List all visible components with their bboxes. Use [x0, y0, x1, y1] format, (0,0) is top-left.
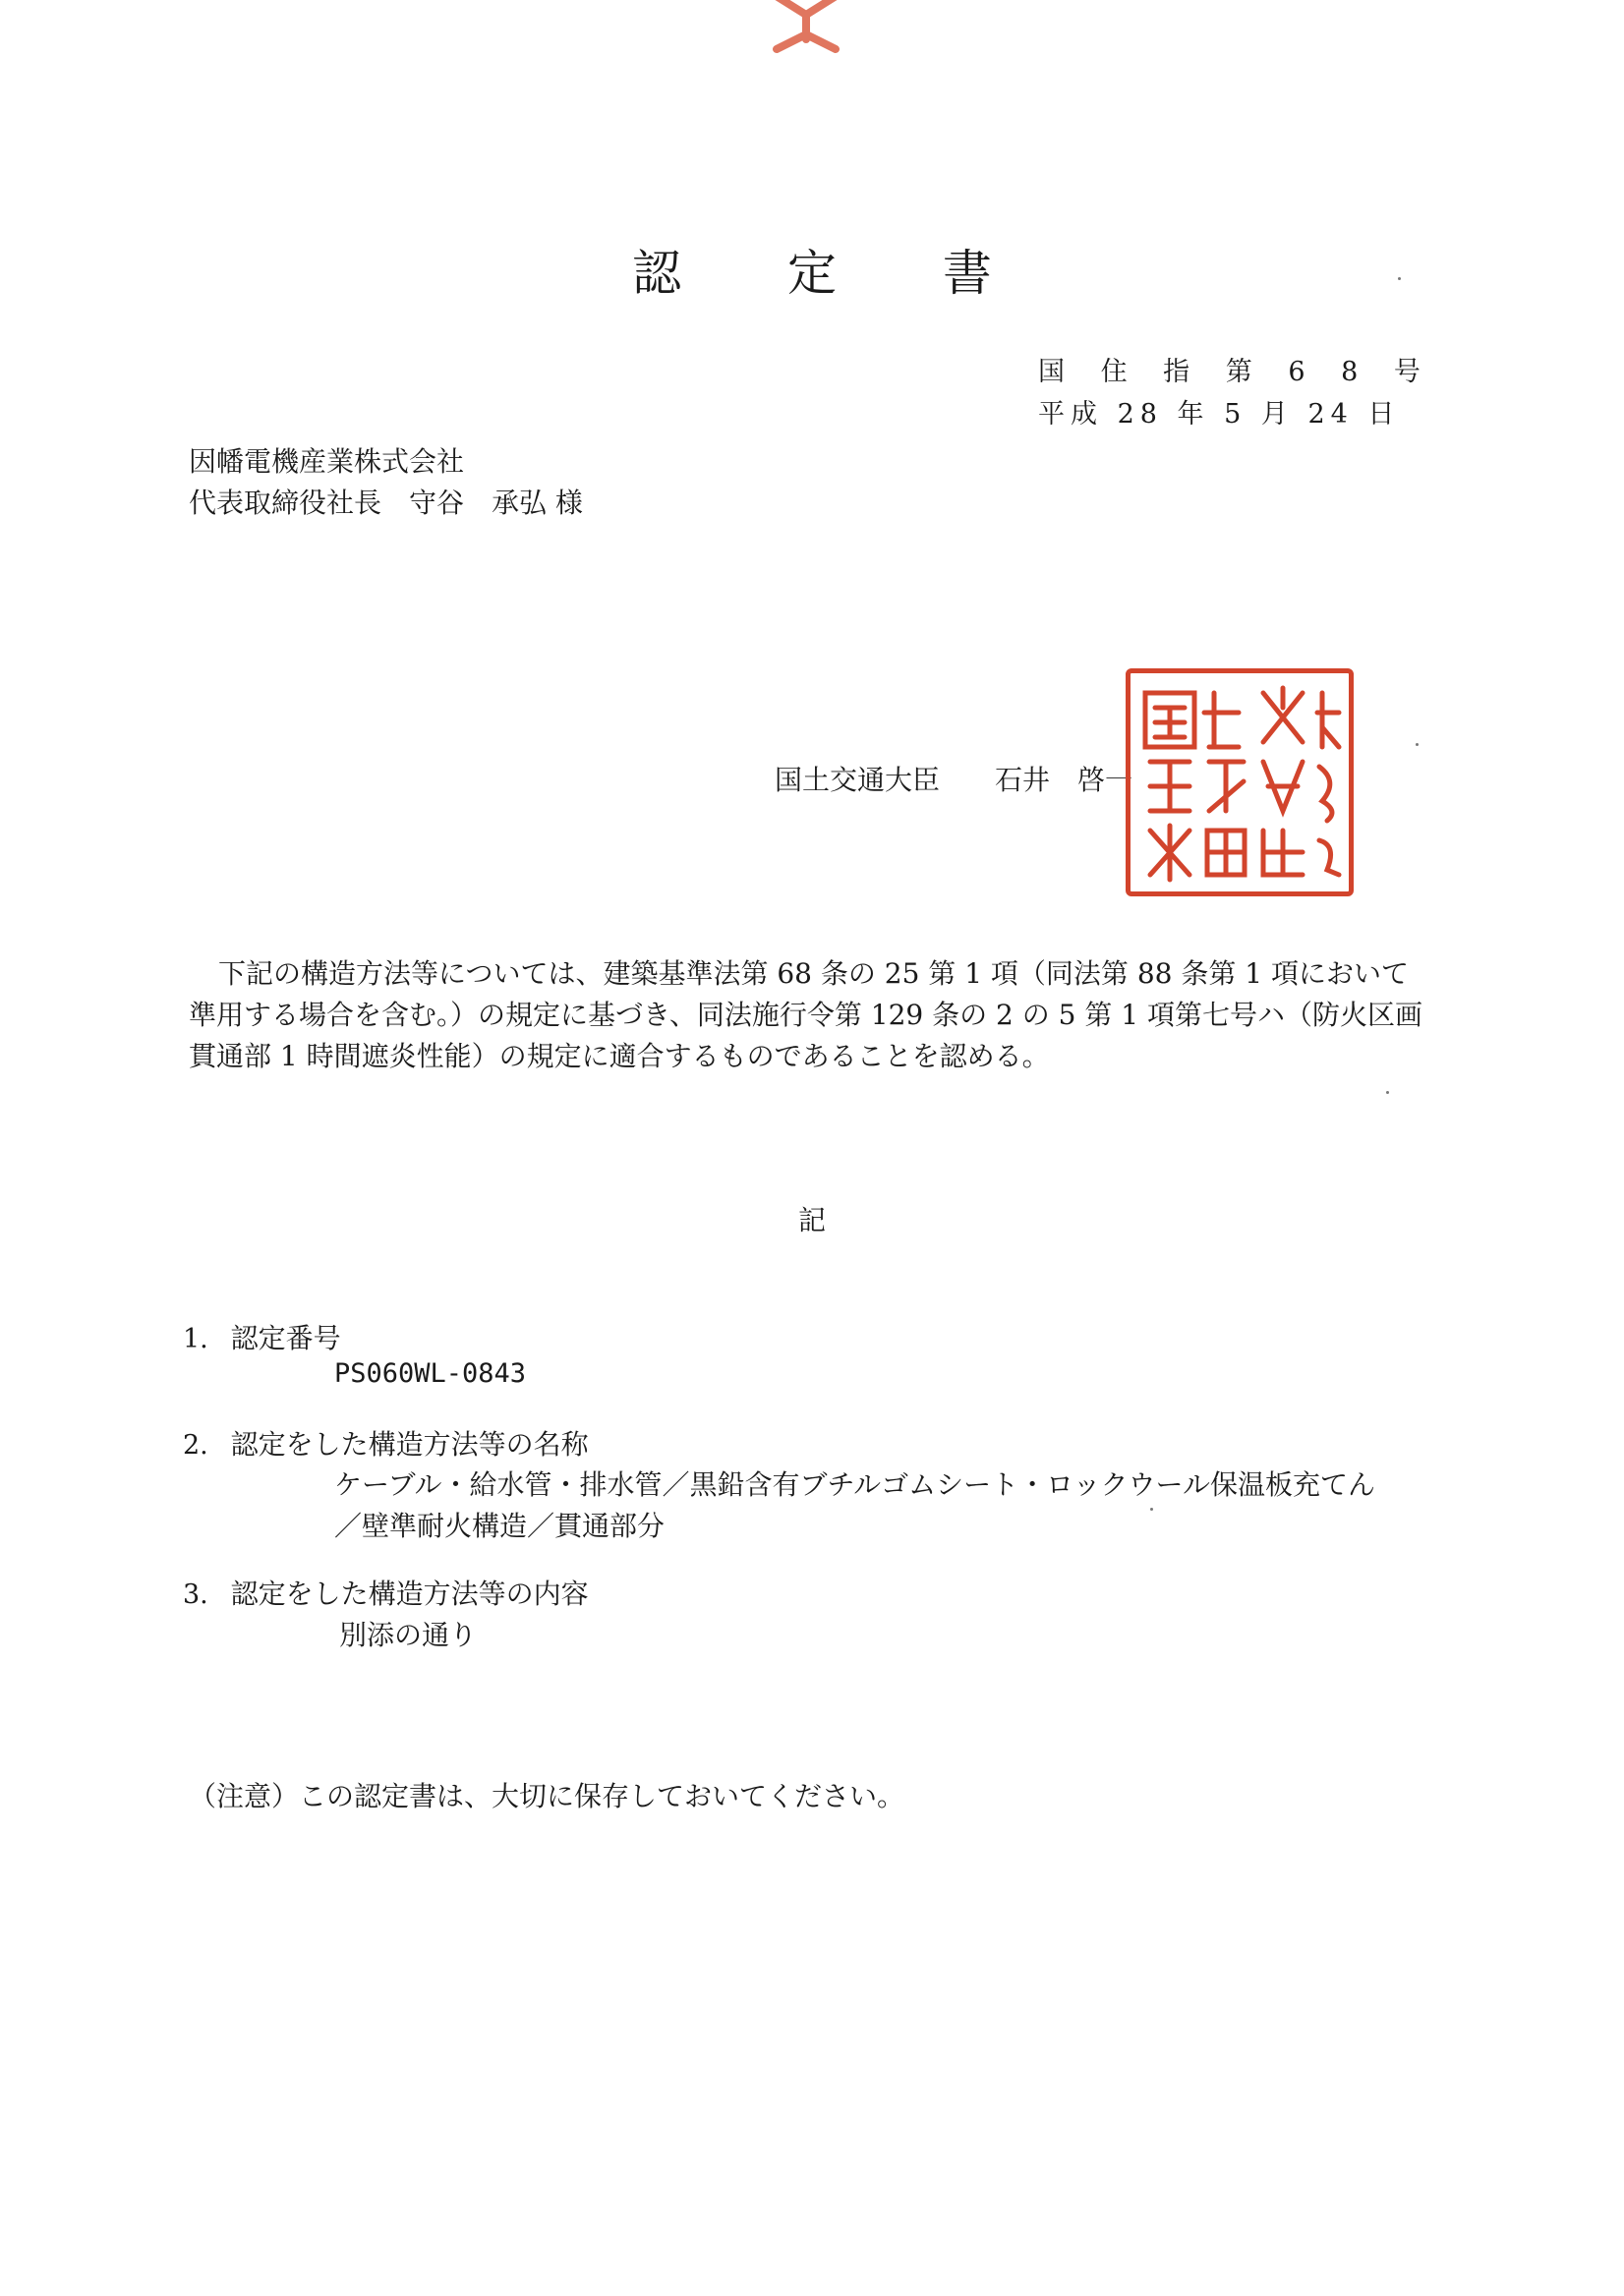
- document-title: 認 定 書: [632, 245, 1037, 302]
- item-1-value: PS060WL-0843: [334, 1358, 527, 1389]
- recipient-company: 因幡電機産業株式会社: [189, 445, 465, 478]
- official-seal: [1126, 668, 1354, 896]
- item-2-label: 認定をした構造方法等の名称: [230, 1428, 589, 1461]
- ki-heading: 記: [797, 1204, 826, 1236]
- item-3-label: 認定をした構造方法等の内容: [230, 1578, 589, 1610]
- issue-date: 平成 28 年 5 月 24 日: [1038, 399, 1401, 430]
- reference-number: 国 住 指 第 6 8 号: [1038, 357, 1434, 387]
- item-3-number: 3.: [183, 1579, 208, 1610]
- item-3-heading: [183, 1573, 589, 1612]
- item-2-number: 2.: [183, 1430, 208, 1461]
- item-1-label: 認定番号: [230, 1322, 341, 1354]
- certification-statement: 下記の構造方法等については、建築基準法第 68 条の 25 第 1 項（同法第 88 条第 1 項において準用する場合を含む。）の規定に基づき、同法施行令第 129 条の 2 の 5 第 1 項第七号ハ（防火区画貫通部 1 時間遮炎性能）の規定に適合するものであることを認める。: [189, 957, 1422, 1072]
- item-3-value: 別添の通り: [339, 1619, 478, 1651]
- issuer-name: 国土交通大臣 石井 啓一: [775, 764, 1133, 796]
- scan-speck: [1150, 1508, 1153, 1511]
- item-1-number: 1.: [183, 1324, 208, 1354]
- scan-speck: [1386, 1091, 1389, 1094]
- scan-speck: [1398, 277, 1401, 280]
- top-seal-fragment: [747, 0, 865, 69]
- recipient-representative: 代表取締役社長 守谷 承弘 様: [189, 487, 583, 519]
- item-2-heading: [183, 1423, 589, 1463]
- scan-speck: [1416, 743, 1419, 746]
- seal-glyphs: [1131, 673, 1349, 891]
- item-1-heading: [183, 1317, 341, 1356]
- item-2-value: ケーブル・給水管・排水管／黒鉛含有ブチルゴムシート・ロックウール保温板充てん／壁準耐火構造／貫通部分: [334, 1468, 1375, 1542]
- storage-note: （注意）この認定書は、大切に保存しておいてください。: [189, 1780, 905, 1812]
